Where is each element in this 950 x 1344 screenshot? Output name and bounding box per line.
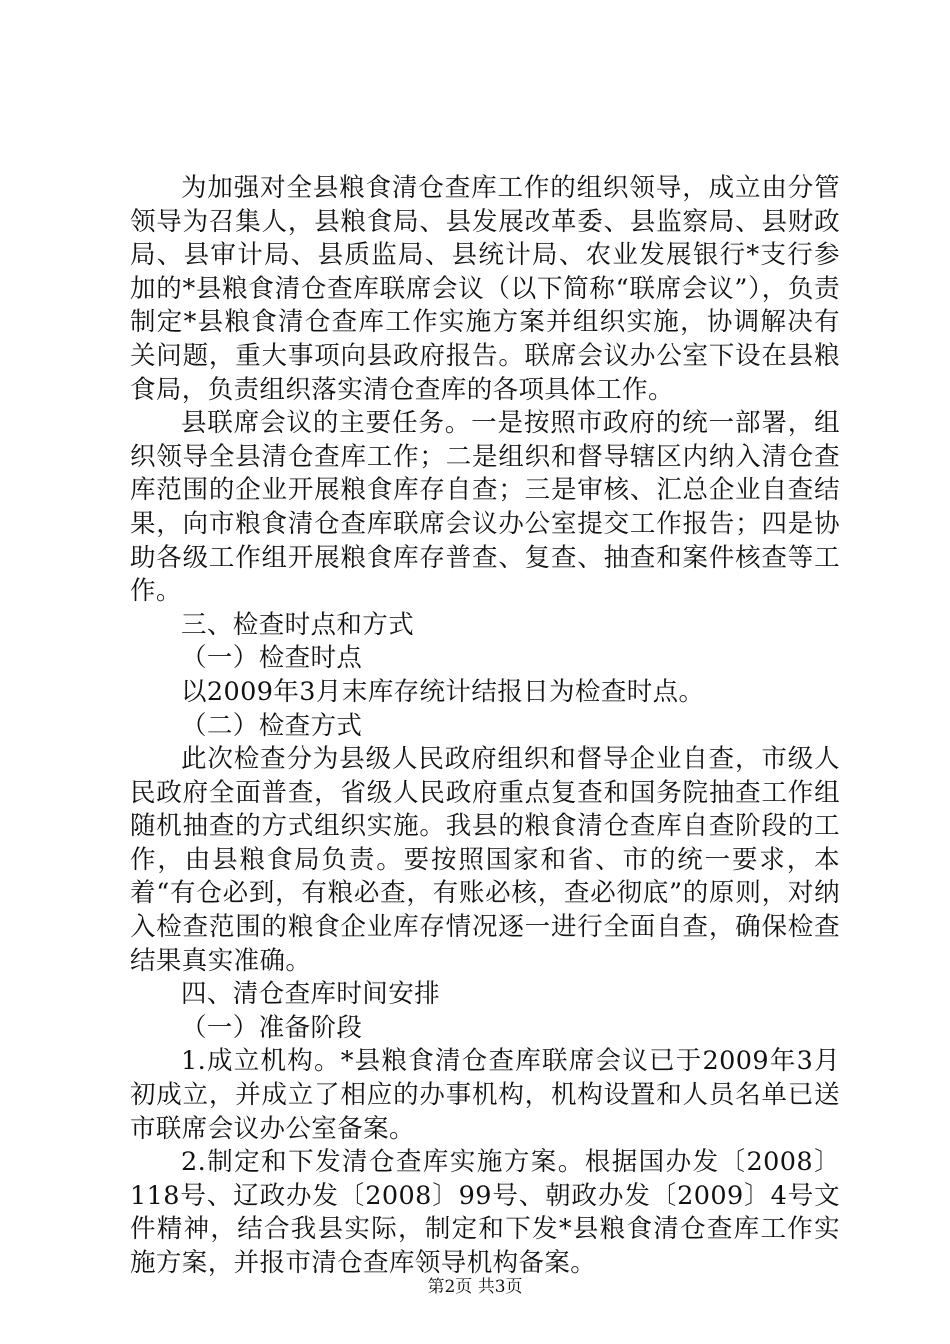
document-body <box>130 172 840 1281</box>
page-footer: 第2页 共3页 <box>427 1277 523 1297</box>
heading-preparation-stage: （一）准备阶段 <box>181 1012 363 1043</box>
paragraph-check-method: 此次检查分为县级人民政府组织和督导企业自查，市级人民政府全面普查，省级人民政府重点复查和国务院抽查工作组随机抽查的方式组织实施。我县的粮食清仓查库自查阶段的工作，由县粮食局负责。要按照国家和省、市的统一要求，本着“有仓必到，有粮必查，有账必核，查必彻底”的原则，对纳入检查范围的粮食企业库存情况逐一进行全面自查，确保检查结果真实准确。 <box>130 744 840 976</box>
paragraph-main-tasks: 县联席会议的主要任务。一是按照市政府的统一部署，组织领导全县清仓查库工作；二是组织和督导辖区内纳入清仓查库范围的企业开展粮食库存自查；三是审核、汇总企业自查结果，向市粮食清仓查库联席会议办公室提交工作报告；四是协助各级工作组开展粮食库存普查、复查、抽查和案件核查等工作。 <box>130 408 840 607</box>
heading-check-method: （二）检查方式 <box>181 710 363 741</box>
paragraph-joint-meeting-setup: 为加强对全县粮食清仓查库工作的组织领导，成立由分管领导为召集人，县粮食局、县发展改革委、县监察局、县财政局、县审计局、县质监局、县统计局、农业发展银行*支行参加的*县粮食清仓查库联席会议（以下简称“联席会议”），负责制定*县粮食清仓查库工作实施方案并组织实施，协调解决有关问题，重大事项向县政府报告。联席会议办公室下设在县粮食局，负责组织落实清仓查库的各项具体工作。 <box>130 173 840 405</box>
paragraph-check-time: 以2009年3月末库存统计结报日为检查时点。 <box>181 676 705 707</box>
paragraph-item-2: 2.制定和下发清仓查库实施方案。根据国办发〔2008〕118号、辽政办发〔2008〕99号、朝政办发〔2009〕4号文件精神，结合我县实际，制定和下发*县粮食清仓查库工作实施方案，并报市清仓查库领导机构备案。 <box>130 1147 840 1278</box>
paragraph-item-1: 1.成立机构。*县粮食清仓查库联席会议已于2009年3月初成立，并成立了相应的办事机构，机构设置和人员名单已送市联席会议办公室备案。 <box>130 1046 840 1144</box>
heading-section-four: 四、清仓查库时间安排 <box>181 979 441 1010</box>
heading-section-three: 三、检查时点和方式 <box>181 609 415 640</box>
heading-check-time: （一）检查时点 <box>181 643 363 674</box>
